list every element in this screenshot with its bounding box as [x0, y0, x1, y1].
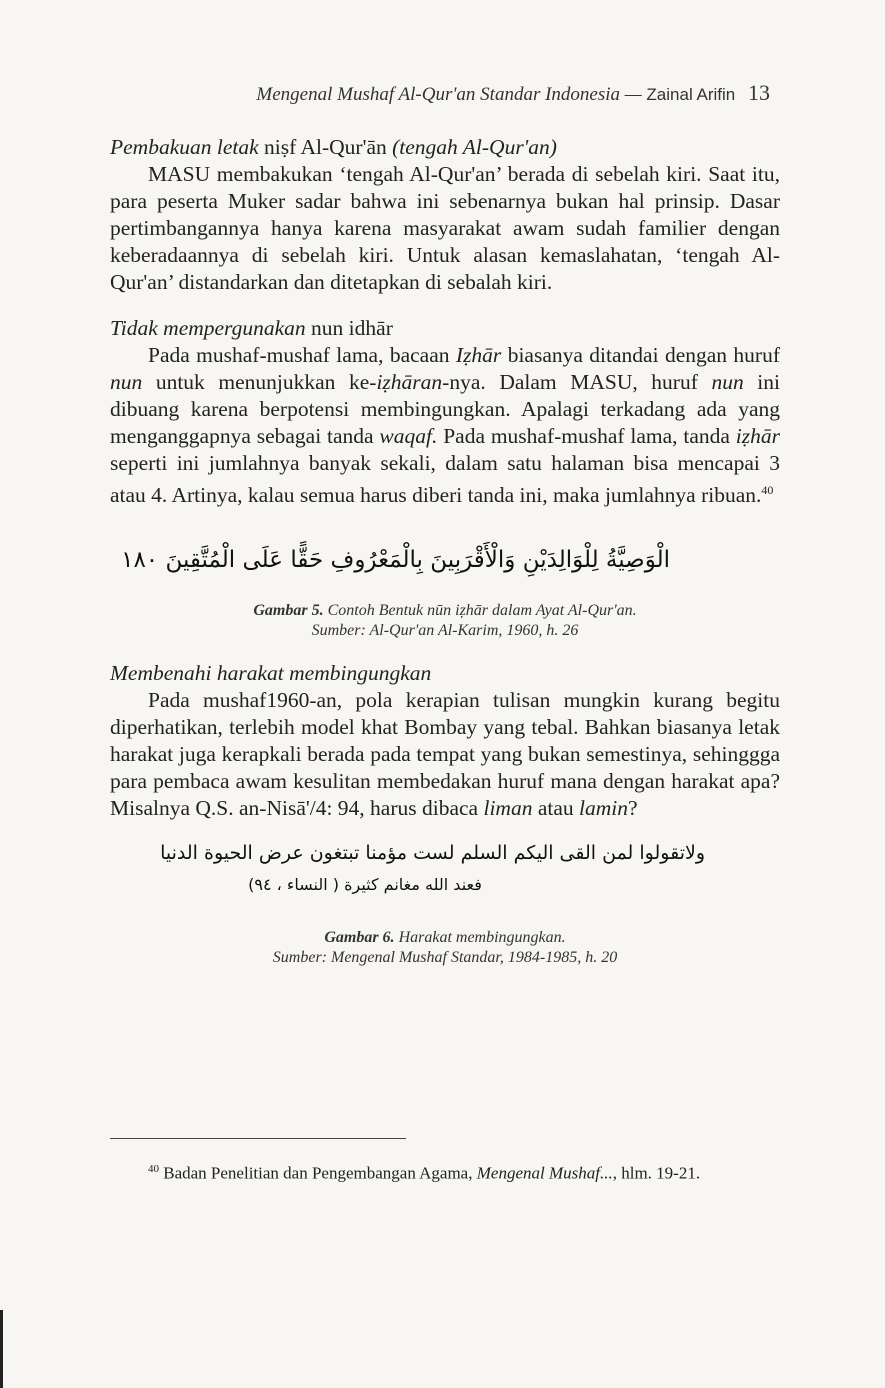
page-number: 13	[748, 80, 770, 105]
caption-text: Harakat membingungkan.	[394, 929, 566, 947]
page-body	[110, 134, 780, 968]
figure-6-caption	[110, 928, 780, 968]
arabic-verse-line-2: فعند الله مغانم كثيرة ( النساء ، ٩٤)	[248, 875, 482, 895]
section-title-roman: nun idhār	[305, 316, 393, 340]
arabic-verse-nun-izhar: الْوَصِيَّةُ لِلْوَالِدَيْنِ وَالْأَقْرَبِينَ بِالْمَعْرُوفِ حَقًّا عَلَى الْمُتَّقِينَ ١٨٠	[121, 547, 670, 574]
caption-text: Contoh Bentuk nūn iẓhār dalam Ayat Al-Qur'an.	[323, 602, 637, 620]
figure-6-image	[160, 836, 705, 912]
section-title-italic: Tidak mempergunakan	[110, 316, 306, 340]
footnote-rule	[110, 1138, 406, 1139]
arabic-verse-line-1: ولاتقولوا لمن القى اليكم السلم لست مؤمنا تبتغون عرض الحيوة الدنيا	[160, 842, 705, 865]
figure-5-image	[121, 523, 670, 597]
paragraph-tengah-quran: MASU membakukan ‘tengah Al-Qur'an’ berada di sebelah kiri. Saat itu, para peserta Muker sadar bahwa ini sebenarnya bukan hal prinsip. Dasar pertimbangannya hanya karena masyarakat awam sudah familier dengan keberadaannya di sebelah kiri. Untuk alasan kemaslahatan, ‘tengah Al-Qur'an’ distandarkan dan ditetapkan di sebalah kiri.	[110, 162, 780, 294]
footnote-number: 40	[148, 1163, 159, 1175]
header-title: Mengenal Mushaf Al-Qur'an Standar Indonesia —	[256, 84, 642, 105]
section-title-roman: niṣf Al-Qur'ān	[258, 135, 393, 159]
paragraph-harakat: Pada mushaf1960-an, pola kerapian tulisan mungkin kurang begitu diperhatikan, terlebih model khat Bombay yang tebal. Bahkan biasanya letak harakat juga kerapkali berada pada tempat yang bukan semestinya, sehinggga para pembaca awam kesulitan membedakan huruf mana dengan harakat apa? Misalnya Q.S. an-Nisā'/4: 94, harus dibaca liman atau lamin?	[110, 688, 780, 821]
scan-binding-edge	[0, 1310, 3, 1388]
caption-label: Gambar 6.	[324, 929, 395, 947]
footnote-ref-40[interactable]: 40	[761, 483, 774, 497]
section-title-niṣf	[110, 134, 780, 161]
section-title-italic: Pembakuan letak	[110, 135, 259, 159]
section-title-harakat: Membenahi harakat membingungkan	[110, 661, 432, 686]
section-title-nun-idhar	[110, 315, 780, 342]
section-title-italic-2: (tengah Al-Qur'an)	[392, 135, 557, 159]
running-header	[110, 80, 770, 106]
footnote-40: $^{40}$ Badan Penelitian dan Pengembangan Agama, Mengenal Mushaf..., hlm. 19-21.	[148, 1163, 701, 1183]
figure-5-caption	[110, 601, 780, 641]
caption-source: Sumber: Al-Qur'an Al-Karim, 1960, h. 26	[311, 622, 579, 640]
caption-label: Gambar 5.	[253, 602, 324, 620]
header-author: Zainal Arifin	[646, 85, 736, 104]
caption-source: Sumber: Mengenal Mushaf Standar, 1984-1985, h. 20	[272, 949, 618, 967]
paragraph-nun-idhar: Pada mushaf-mushaf lama, bacaan Iẓhār biasanya ditandai dengan huruf nun untuk menunjukkan ke-iẓhāran-nya. Dalam MASU, huruf nun ini dibuang karena berpotensi membingungkan. Apalagi terkadang ada yang menganggapnya sebagai tanda waqaf. Pada mushaf-mushaf lama, tanda iẓhār seperti ini jumlahnya banyak sekali, dalam satu halaman bisa mencapai 3 atau 4. Artinya, kalau semua harus diberi tanda ini, maka jumlahnya ribuan.$^{40}$	[110, 343, 780, 508]
